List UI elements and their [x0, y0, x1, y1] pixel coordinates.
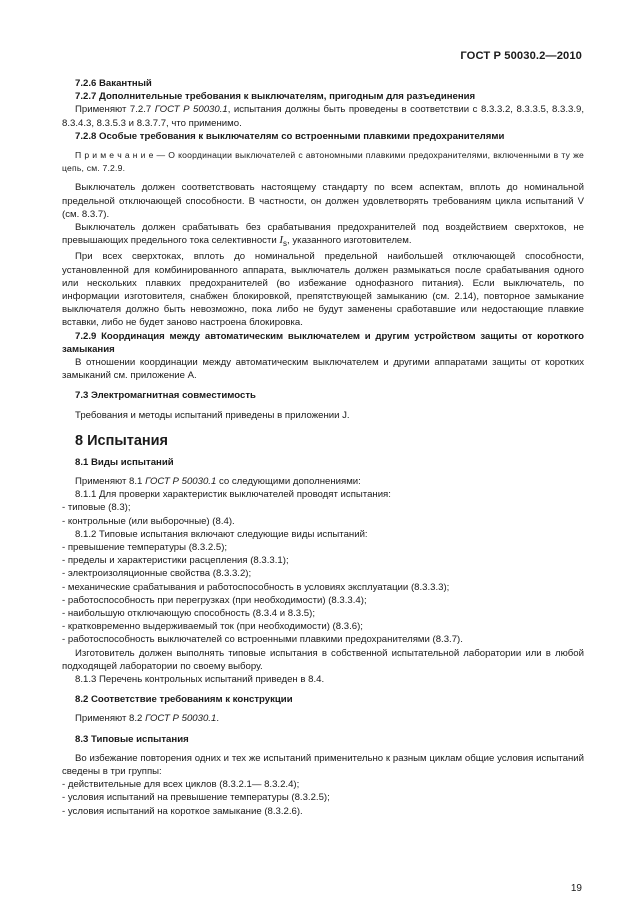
section-7-2-8-paragraph-1: Выключатель должен соответствовать настоящему стандарту по всем аспектам, вплоть до номинальной предельной отключающей способности. В частности, он должен удовлетворять требованиям цикла испытаний V (см. 8.3.7). — [62, 182, 584, 220]
text-fragment: . — [216, 713, 219, 725]
section-7-3-heading: 7.3 Электромагнитная совместимость — [75, 390, 256, 402]
text-fragment: , испытания должны быть проведены в соответствии с 8.3.3.2, 8.3.3.5, 8.3.3.9, 8.3.4.3, 8.3.5.3 и 8.3.7.7, что применимо. — [62, 104, 584, 129]
standard-reference: ГОСТ Р 50030.1 — [154, 104, 228, 116]
text-fragment: со следующими дополнениями: — [216, 475, 361, 487]
section-8-heading: 8 Испытания — [75, 432, 169, 449]
text-fragment: Применяют 7.2.7 — [75, 104, 155, 116]
section-8-1-lab-paragraph: Изготовитель должен выполнять типовые испытания в собственной испытательной лаборатории или в любой подходящей лаборатории по своему выбору. — [62, 647, 584, 672]
list-item: - контрольные (или выборочные) (8.4). — [62, 515, 235, 527]
section-7-2-7-text — [62, 103, 584, 129]
list-item: - пределы и характеристики расцепления (8.3.3.1); — [62, 555, 289, 567]
list-item: - условия испытаний на короткое замыкание (8.3.2.6). — [62, 805, 303, 817]
list-item: - работоспособность выключателей со встроенными плавкими предохранителями (8.3.7). — [62, 634, 463, 646]
section-7-2-9-paragraph: В отношении координации между автоматическим выключателем и другими аппаратами защиты от коротких замыканий см. приложение А. — [62, 356, 584, 382]
section-7-2-8-note: П р и м е ч а н и е — О координации выключателей с автономными плавкими предохранителями, включенными в ту же цепь, см. 7.2.9. — [62, 150, 584, 174]
list-item: - действительные для всех циклов (8.3.2.1— 8.3.2.4); — [62, 779, 300, 791]
text-fragment: Выключатель должен срабатывать без срабатывания предохранителей под воздействием сверхтоков, не превышающих предельного тока селективности — [62, 222, 584, 247]
list-item: - кратковременно выдерживаемый ток (при необходимости) (8.3.6); — [62, 621, 363, 633]
list-item: - типовые (8.3); — [62, 502, 131, 514]
section-8-1-1-text: 8.1.1 Для проверки характеристик выключателей проводят испытания: — [75, 489, 391, 501]
list-item: - электроизоляционные свойства (8.3.3.2); — [62, 568, 252, 580]
section-7-2-6-heading: 7.2.6 Вакантный — [75, 78, 152, 89]
text-fragment: , указанного изготовителем. — [287, 235, 412, 247]
section-7-3-paragraph: Требования и методы испытаний приведены в приложении J. — [75, 409, 350, 421]
standard-reference: ГОСТ Р 50030.1 — [145, 713, 217, 725]
page-content — [62, 77, 584, 818]
text-fragment: Применяют 8.2 — [75, 713, 146, 725]
text-fragment: Применяют 8.1 — [75, 475, 146, 487]
section-7-2-7-heading: 7.2.7 Дополнительные требования к выключателям, пригодным для разъединения — [75, 91, 476, 103]
standard-reference: ГОСТ Р 50030.1 — [145, 475, 217, 487]
section-8-1-3-text: 8.1.3 Перечень контрольных испытаний приведен в 8.4. — [75, 674, 325, 686]
section-8-3-paragraph: Во избежание повторения одних и тех же испытаний применительно к разным циклам общие условия испытаний сведены в три группы: — [62, 752, 584, 778]
section-8-1-heading: 8.1 Виды испытаний — [75, 456, 174, 468]
section-8-3-heading: 8.3 Типовые испытания — [75, 733, 189, 745]
symbol-current: I — [279, 234, 284, 247]
section-7-2-9-heading: 7.2.9 Координация между автоматическим выключателем и другим устройством защиты от короткого замыкания — [62, 330, 584, 355]
section-8-1-2-text: 8.1.2 Типовые испытания включают следующие виды испытаний: — [75, 528, 368, 540]
section-8-2-heading: 8.2 Соответствие требованиям к конструкции — [75, 694, 293, 706]
section-7-2-8-paragraph-3: При всех сверхтоках, вплоть до номинальной предельной наибольшей отключающей способности, установленной для комбинированного аппарата, выключатель должен размыкаться после срабатывания одного или нескольких плавких предохранителей (во избежание однофазного питания). Если выключатель, по информации изготовителя, снабжен блокировкой, препятствующей замыканию (см. 2.14), повторное замыкание выключателя должно быть невозможно, пока либо не будут заменены сработавшие или недостающие плавкие вставки, либо не будет заново настроена блокировка. — [62, 251, 584, 329]
list-item: - наибольшую отключающую способность (8.3.4 и 8.3.5); — [62, 608, 315, 620]
standard-code-header: ГОСТ Р 50030.2—2010 — [460, 50, 582, 62]
section-8-2-text — [62, 712, 584, 725]
symbol-subscript: s — [283, 239, 288, 249]
list-item: - превышение температуры (8.3.2.5); — [62, 542, 228, 553]
list-item: - условия испытаний на превышение температуры (8.3.2.5); — [62, 792, 330, 804]
page-number: 19 — [570, 883, 582, 894]
list-item: - работоспособность при перегрузках (при необходимости) (8.3.3.4); — [62, 594, 367, 606]
section-8-1-intro — [62, 475, 584, 488]
list-item: - механические срабатывания и работоспособность в условиях эксплуатации (8.3.3.3); — [62, 581, 450, 593]
section-7-2-8-paragraph-2 — [62, 221, 584, 250]
section-7-2-8-heading: 7.2.8 Особые требования к выключателям со встроенными плавкими предохранителями — [75, 130, 505, 142]
